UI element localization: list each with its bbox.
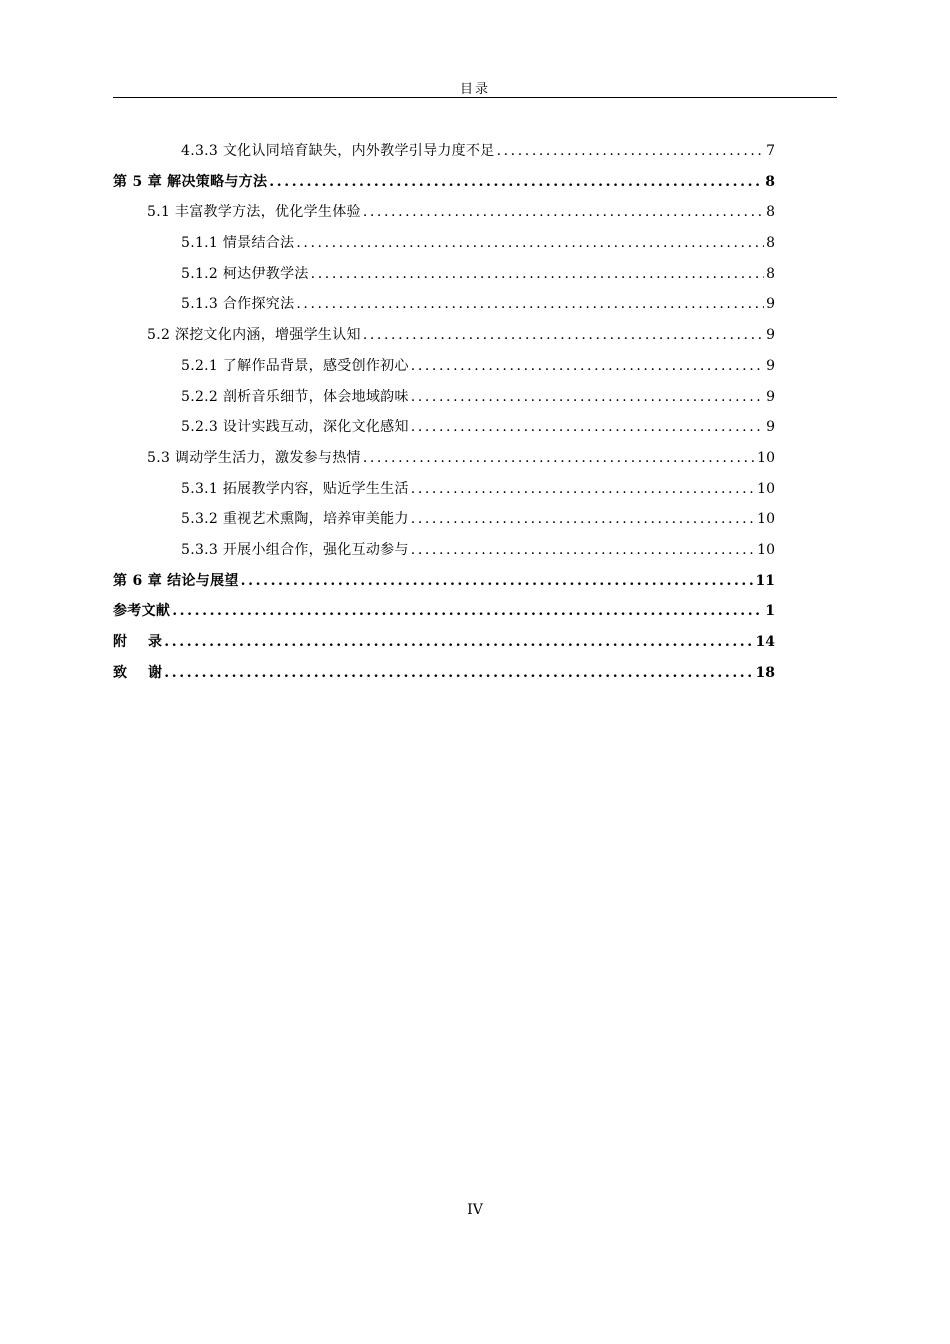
toc-entry-5-2-1[interactable] [113, 351, 775, 382]
toc-entry-title: 参考文献 [113, 603, 171, 620]
toc-entry-5-1-1[interactable] [113, 228, 775, 259]
page-number: IV [467, 1202, 483, 1218]
toc-leader-dots [411, 504, 755, 535]
toc-entry-5-1[interactable] [113, 197, 775, 228]
toc-entry-5-2-3[interactable] [113, 412, 775, 443]
toc-entry-5-3-3[interactable] [113, 535, 775, 566]
toc-entry-page: 9 [766, 357, 775, 374]
toc-entry-references[interactable] [113, 596, 775, 627]
toc-entry-title: 5.1.2 柯达伊教学法 [181, 265, 309, 282]
toc-entry-title: 5.2.1 了解作品背景，感受创作初心 [181, 357, 409, 374]
toc-entry-title: 5.2 深挖文化内涵，增强学生认知 [147, 327, 361, 344]
toc-leader-dots [164, 658, 753, 689]
toc-entry-title: 5.1.3 合作探究法 [181, 296, 295, 313]
toc-entry-page: 10 [757, 480, 775, 497]
page-header-title: 目录 [459, 82, 490, 97]
toc-entry-title: 第 5 章 解决策略与方法 [113, 173, 268, 190]
toc-entry-title: 附 录 [113, 634, 163, 650]
toc-entry-page: 10 [757, 541, 775, 558]
toc-leader-dots [172, 596, 763, 627]
toc-entry-page: 8 [766, 204, 775, 221]
toc-entry-page: 8 [765, 173, 775, 190]
toc-entry-5-3-1[interactable] [113, 474, 775, 505]
toc-leader-dots [363, 443, 755, 474]
toc-entry-title: 5.1 丰富教学方法，优化学生体验 [147, 204, 361, 221]
toc-entry-title: 5.1.1 情景结合法 [181, 235, 295, 252]
table-of-contents [113, 136, 775, 688]
toc-entry-page: 9 [766, 296, 775, 313]
toc-leader-dots [411, 382, 764, 413]
toc-entry-acknowledgements[interactable] [113, 658, 775, 689]
toc-entry-page: 9 [766, 327, 775, 344]
toc-entry-title: 5.2.3 设计实践互动，深化文化感知 [181, 419, 409, 436]
toc-leader-dots [411, 474, 755, 505]
toc-entry-5-1-2[interactable] [113, 259, 775, 290]
toc-entry-title: 5.3.3 开展小组合作，强化互动参与 [181, 541, 409, 558]
toc-entry-page: 14 [755, 634, 775, 650]
toc-leader-dots [241, 566, 754, 597]
toc-entry-5-1-3[interactable] [113, 289, 775, 320]
toc-entry-page: 9 [766, 388, 775, 405]
toc-entry-page: 10 [757, 511, 775, 528]
toc-leader-dots [164, 627, 753, 658]
toc-entry-appendix[interactable] [113, 627, 775, 658]
toc-entry-chapter-5[interactable] [113, 167, 775, 198]
toc-leader-dots [296, 289, 764, 320]
toc-leader-dots [311, 259, 764, 290]
toc-entry-title: 5.3.2 重视艺术熏陶，培养审美能力 [181, 511, 409, 528]
toc-leader-dots [296, 228, 764, 259]
toc-leader-dots [411, 351, 764, 382]
toc-leader-dots [411, 412, 764, 443]
toc-entry-title: 4.3.3 文化认同培育缺失，内外教学引导力度不足 [181, 143, 495, 159]
toc-entry-page: 7 [766, 143, 775, 159]
toc-leader-dots [269, 167, 763, 198]
toc-entry-page: 11 [755, 572, 775, 589]
toc-entry-5-3[interactable] [113, 443, 775, 474]
toc-leader-dots [363, 197, 764, 228]
toc-leader-dots [411, 535, 755, 566]
toc-entry-title: 第 6 章 结论与展望 [113, 572, 239, 589]
toc-entry-chapter-6[interactable] [113, 566, 775, 597]
header-divider [113, 97, 837, 98]
toc-entry-5-3-2[interactable] [113, 504, 775, 535]
toc-entry-page: 8 [766, 265, 775, 282]
toc-entry-title: 致 谢 [113, 664, 163, 681]
toc-entry-page: 8 [766, 235, 775, 252]
toc-entry-title: 5.3 调动学生活力，激发参与热情 [147, 449, 361, 466]
toc-entry-5-2-2[interactable] [113, 382, 775, 413]
toc-entry-5-2[interactable] [113, 320, 775, 351]
toc-leader-dots [363, 320, 764, 351]
toc-entry-page: 18 [755, 664, 775, 681]
toc-leader-dots [497, 136, 765, 167]
toc-entry-page: 10 [757, 449, 775, 466]
toc-entry-page: 9 [766, 419, 775, 436]
toc-entry-page: 1 [765, 603, 775, 620]
toc-entry-4-3-3[interactable] [113, 136, 775, 167]
toc-entry-title: 5.3.1 拓展教学内容，贴近学生生活 [181, 480, 409, 497]
toc-entry-title: 5.2.2 剖析音乐细节，体会地域韵味 [181, 388, 409, 405]
